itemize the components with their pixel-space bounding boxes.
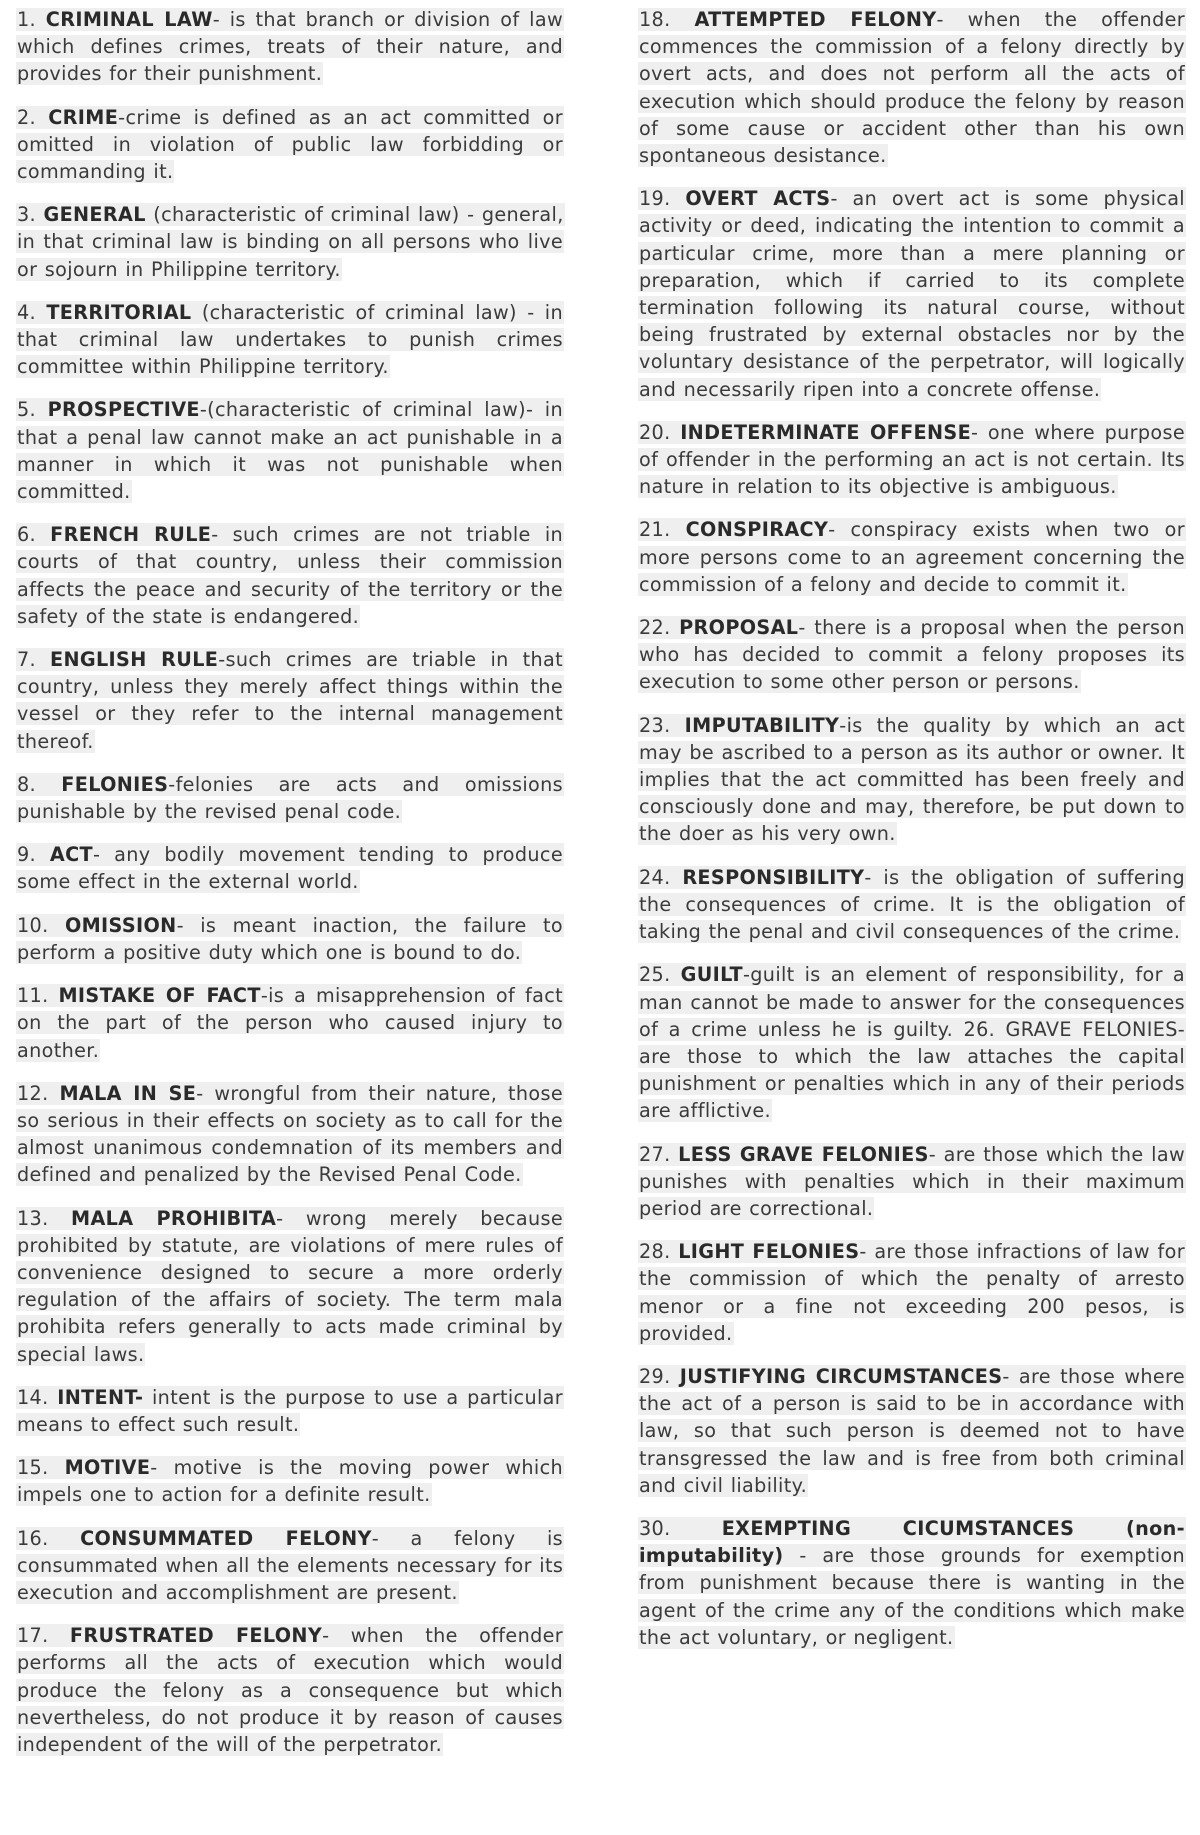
entry-number: 11. [17, 984, 49, 1008]
entry-number: 23. [639, 713, 671, 737]
entry-term: INDETERMINATE OFFENSE [680, 420, 972, 444]
entry-term: FRUSTRATED FELONY [69, 1624, 323, 1648]
entry-term: INTENT- [57, 1385, 144, 1409]
definition-entry [16, 646, 564, 755]
definition-entry [638, 1238, 1186, 1347]
definition-entry [16, 6, 564, 88]
entry-definition: - is meant inaction, the failure to perform a positive duty which one is bound to do. [17, 913, 564, 964]
entry-number: 25. [639, 963, 671, 987]
entry-number: 22. [639, 616, 671, 640]
entry-definition: - are those where the act of a person is said to be in accordance with law, so that such person is deemed not to have transgressed the law and is free from both criminal and civil liability. [639, 1364, 1185, 1497]
entry-text [16, 1082, 564, 1187]
entry-text [16, 203, 565, 280]
document-body [16, 6, 1186, 1774]
entry-text [638, 963, 1186, 1122]
entry-term: OMISSION [64, 913, 177, 937]
entry-text [638, 1143, 1186, 1220]
entry-term: LESS GRAVE FELONIES [678, 1142, 929, 1166]
definition-entry [16, 104, 564, 186]
entry-number: 28. [639, 1240, 671, 1264]
entry-definition: - when the offender performs all the acts of execution which would produce the felony as a consequence but which nevertheless, do not produce it by reason of causes independent of the will of the perpetrator. [17, 1624, 564, 1756]
entry-term: TERRITORIAL [46, 300, 192, 324]
definition-entry [638, 185, 1186, 403]
definition-entry [16, 201, 564, 283]
entry-definition: (characteristic of criminal law) - in that criminal law undertakes to punish crimes committee within Philippine territory. [17, 300, 563, 379]
definition-entry [16, 521, 564, 630]
definition-entry [16, 912, 564, 966]
entry-number: 12. [17, 1081, 49, 1105]
entry-definition: - such crimes are not triable in courts of that country, unless their commission affects the peace and security of the territory or the safety of the state is endangered. [17, 523, 564, 628]
entry-term: CONSPIRACY [685, 518, 829, 542]
definition-entry [16, 1080, 564, 1189]
entry-definition: -felonies are acts and omissions punishable by the revised penal code. [17, 772, 563, 824]
entry-term: CONSUMMATED FELONY [80, 1526, 372, 1550]
entry-definition: - is that branch or division of law which defines crimes, treats of their nature, and provides for their punishment. [17, 8, 564, 86]
entry-term: ATTEMPTED FELONY [694, 8, 937, 31]
entry-number: 1. [17, 8, 37, 31]
entry-number: 4. [17, 300, 37, 324]
entry-term: PROSPECTIVE [47, 398, 200, 422]
definition-entry [638, 961, 1186, 1124]
entry-definition: - is the obligation of suffering the consequences of crime. It is the obligation of taking the penal and civil consequences of the crime. [639, 865, 1186, 944]
entry-number: 10. [17, 913, 49, 937]
entry-text [638, 187, 1186, 400]
entry-number: 30. [639, 1516, 671, 1540]
entry-number: 7. [17, 648, 37, 672]
entry-number: 6. [17, 523, 37, 547]
entry-number: 24. [639, 865, 671, 889]
entry-text [16, 1624, 564, 1756]
definition-entry [16, 1205, 564, 1368]
entry-number: 18. [639, 8, 671, 31]
right-column [638, 6, 1186, 1774]
entry-term: IMPUTABILITY [684, 713, 840, 737]
entry-text [638, 1517, 1186, 1649]
entry-definition: - when the offender commences the commission of a felony directly by overt acts, and does not perform all the acts of execution which should produce the felony by reason of some cause or accident other than his own spontaneous desistance. [639, 8, 1185, 168]
entry-definition: - there is a proposal when the person who has decided to commit a felony proposes its execution to some other person or persons. [639, 616, 1185, 694]
entry-text [16, 1386, 564, 1436]
entry-number: 17. [17, 1624, 49, 1648]
entry-text [16, 523, 564, 628]
entry-term: MALA PROHIBITA [71, 1206, 277, 1230]
definition-entry [638, 1363, 1186, 1499]
entry-text [16, 648, 564, 753]
entry-term: CRIME [48, 105, 119, 129]
entry-definition: -such crimes are triable in that country, unless they merely affect things within the vessel or they refer to the internal management thereof. [17, 648, 563, 753]
entry-text [16, 8, 564, 85]
entry-term: MOTIVE [64, 1456, 151, 1480]
entry-number: 2. [17, 105, 37, 129]
entry-text [16, 773, 564, 823]
entry-number: 14. [17, 1385, 49, 1409]
entry-number: 20. [639, 420, 671, 444]
entry-definition: - an overt act is some physical activity or deed, indicating the intention to commit a particular crime, more than a mere planning or preparation, which if carried to its complete termination following its natural course, without being frustrated by external obstacles nor by the voluntary desistance of the perpetrator, will logically and necessarily ripen into a concrete offense. [639, 187, 1185, 401]
entry-term: LIGHT FELONIES [678, 1240, 860, 1264]
entry-term: MALA IN SE [59, 1081, 197, 1105]
entry-text [16, 984, 564, 1061]
definition-entry [638, 1141, 1186, 1223]
entry-term: GENERAL [43, 203, 146, 227]
entry-text [638, 8, 1186, 167]
entry-term: PROPOSAL [679, 616, 799, 640]
entry-term: GUILT [680, 963, 743, 987]
definition-entry [638, 712, 1186, 848]
entry-text [16, 106, 564, 183]
entry-term: MISTAKE OF FACT [58, 984, 261, 1008]
entry-term: ENGLISH RULE [50, 648, 219, 672]
entry-term: FRENCH RULE [50, 523, 212, 547]
entry-number: 29. [639, 1364, 671, 1388]
entry-definition: - conspiracy exists when two or more persons come to an agreement concerning the commission of a felony and decide to commit it. [639, 518, 1185, 596]
entry-definition: -crime is defined as an act committed or omitted in violation of public law forbidding or commanding it. [17, 105, 563, 184]
definition-entry [16, 982, 564, 1064]
entry-text [16, 1456, 564, 1506]
entry-text [16, 1207, 564, 1366]
entry-term: FELONIES [61, 772, 169, 796]
entry-definition: - wrong merely because prohibited by statute, are violations of mere rules of convenience designed to secure a more orderly regulation of the affairs of society. The term mala prohibita refers generally to acts made criminal by special laws. [17, 1206, 563, 1366]
definition-entry [16, 396, 564, 505]
entry-number: 13. [17, 1206, 49, 1230]
entry-text [638, 1365, 1186, 1497]
entry-number: 3. [17, 203, 37, 227]
definition-entry [16, 1454, 564, 1508]
entry-number: 16. [17, 1526, 49, 1550]
entry-term: OVERT ACTS [685, 187, 831, 211]
entry-number: 15. [17, 1456, 49, 1480]
entry-text [16, 398, 564, 503]
entry-text [16, 914, 564, 964]
entry-definition: - any bodily movement tending to produce some effect in the external world. [17, 843, 563, 894]
entry-definition: - a felony is consummated when all the elements necessary for its execution and accomplishment are present. [17, 1526, 564, 1604]
entry-definition: -is the quality by which an act may be ascribed to a person as its author or owner. It implies that the act committed has been freely and consciously done and may, therefore, be put down to the doer as his very own. [639, 713, 1185, 846]
entry-definition: - are those which the law punishes with penalties which in their maximum period are correctional. [639, 1142, 1185, 1220]
entry-number: 27. [639, 1142, 671, 1166]
entry-text [638, 421, 1186, 498]
entry-number: 8. [17, 772, 37, 796]
definition-entry [638, 6, 1186, 169]
entry-definition: -is a misapprehension of fact on the part of the person who caused injury to another. [17, 984, 563, 1062]
entry-text [638, 616, 1186, 693]
definition-entry [16, 1525, 564, 1607]
definition-entry [638, 419, 1186, 501]
entry-text [16, 1527, 564, 1604]
entry-text [638, 866, 1186, 943]
entry-definition: (characteristic of criminal law) - general, in that criminal law is binding on all persons who live or sojourn in Philippine territory. [17, 203, 564, 281]
definition-entry [638, 864, 1186, 946]
definition-entry [638, 516, 1186, 598]
left-column [16, 6, 564, 1774]
definition-entry [16, 299, 564, 381]
definition-entry [638, 1515, 1186, 1651]
entry-term: EXEMPTING CICUMSTANCES (non-imputability) [639, 1516, 1185, 1568]
entry-text [16, 843, 564, 893]
definition-entry [16, 1622, 564, 1758]
entry-term: RESPONSIBILITY [682, 865, 865, 889]
entry-text [638, 518, 1186, 595]
entry-number: 9. [17, 843, 37, 867]
entry-definition: - are those infractions of law for the commission of which the penalty of arresto menor or a fine not exceeding 200 pesos, is provided. [639, 1240, 1185, 1345]
entry-text [16, 301, 564, 378]
entry-number: 5. [17, 398, 37, 422]
entry-definition: - motive is the moving power which impels one to action for a definite result. [17, 1456, 563, 1507]
entry-number: 19. [639, 187, 671, 211]
definition-entry [16, 841, 564, 895]
definition-entry [16, 771, 564, 825]
entry-definition: intent is the purpose to use a particular means to effect such result. [17, 1385, 563, 1436]
entry-text [638, 714, 1186, 846]
entry-term: CRIMINAL LAW [45, 8, 213, 31]
entry-term: JUSTIFYING CIRCUMSTANCES [679, 1364, 1003, 1388]
entry-definition: -guilt is an element of responsibility, for a man cannot be made to answer for the consequences of a crime unless he is guilty. 26. GRAVE FELONIES- are those to which the law attaches the capital punishment or penalties which in any of their periods are afflictive. [639, 963, 1185, 1123]
entry-definition: - one where purpose of offender in the performing an act is not certain. Its nature in relation to its objective is ambiguous. [639, 420, 1185, 499]
entry-definition: - wrongful from their nature, those so serious in their effects on society as to call for the almost unanimous condemnation of its members and defined and penalized by the Revised Penal Code. [17, 1081, 563, 1187]
entry-text [638, 1240, 1186, 1345]
entry-number: 21. [639, 518, 671, 542]
entry-definition: - are those grounds for exemption from punishment because there is wanting in the agent of the crime any of the conditions which make the act voluntary, or negligent. [639, 1544, 1185, 1649]
entry-definition: -(characteristic of criminal law)- in that a penal law cannot make an act punishable in a manner in which it was not punishable when committed. [17, 398, 563, 504]
definition-entry [16, 1384, 564, 1438]
entry-term: ACT [49, 843, 93, 867]
definition-entry [638, 614, 1186, 696]
